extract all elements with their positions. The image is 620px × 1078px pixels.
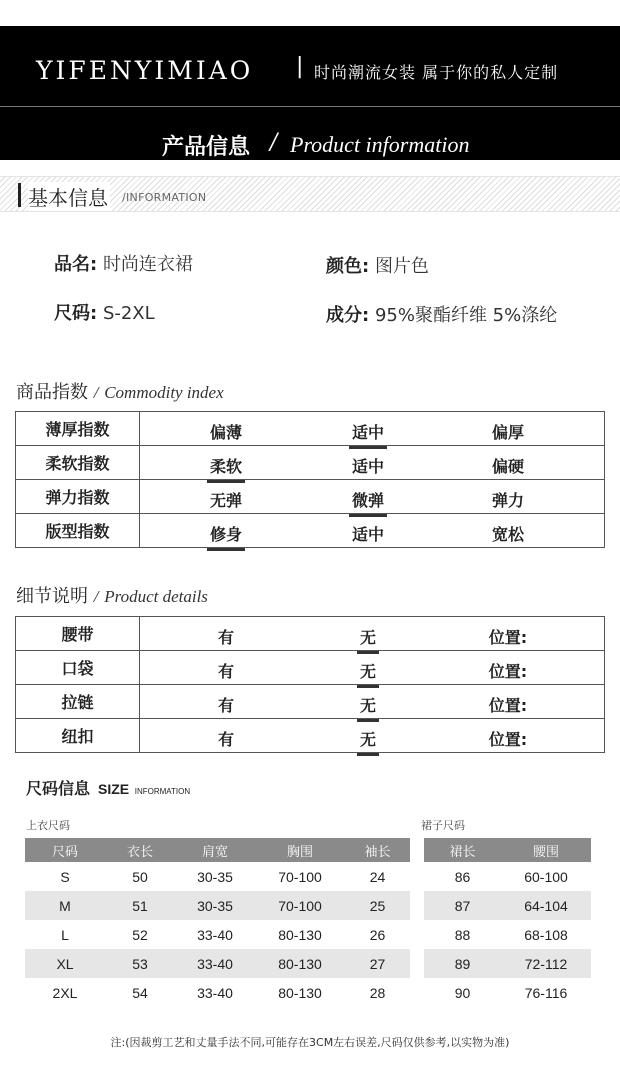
table-cell: 68-108 <box>524 926 568 943</box>
option: 有 <box>217 662 235 681</box>
product-info-separator: / <box>270 130 278 155</box>
table-cell: 25 <box>345 891 410 920</box>
table-cell: 54 <box>132 984 148 1001</box>
size-info-title: 尺码信息 <box>26 779 91 798</box>
row-label: 弹力指数 <box>16 480 140 514</box>
table-cell: 76-116 <box>524 984 568 1001</box>
option: 有 <box>217 730 235 749</box>
table-row <box>424 978 591 1007</box>
color-value: 图片色 <box>374 256 429 277</box>
table-header-row <box>424 838 591 862</box>
row-label: 口袋 <box>16 651 140 685</box>
row-label: 拉链 <box>16 685 140 719</box>
row-options <box>140 719 605 753</box>
table-cell: 33-40 <box>197 926 233 943</box>
column-header: 袖长 <box>345 838 410 862</box>
product-name-value: 时尚连衣裙 <box>102 254 193 275</box>
option: 位置: <box>488 662 528 681</box>
color-row <box>326 252 429 278</box>
table-cell: 28 <box>369 984 386 1001</box>
table-cell: 33-40 <box>197 984 233 1001</box>
option: 有 <box>217 696 235 715</box>
size-range-value: S-2XL <box>102 303 155 324</box>
basic-info-subtitle: /INFORMATION <box>122 191 207 204</box>
table-cell: 60-100 <box>524 868 568 885</box>
table-cell: 51 <box>105 891 175 920</box>
size-range-row <box>54 299 155 325</box>
option: 偏厚 <box>491 423 525 442</box>
table-cell: S <box>60 868 70 885</box>
material-row <box>326 301 557 327</box>
table-cell: 27 <box>345 949 410 978</box>
option: 偏硬 <box>491 457 525 476</box>
table-cell: 70-100 <box>255 891 345 920</box>
table-row <box>16 651 605 685</box>
table-cell: XL <box>25 949 105 978</box>
table-cell: 70-100 <box>278 868 322 885</box>
row-label: 版型指数 <box>16 514 140 548</box>
size-info-en: SIZE <box>98 781 130 797</box>
table-row <box>25 891 410 920</box>
table-cell: 89 <box>424 949 501 978</box>
table-row <box>16 514 605 548</box>
skirt-size-table <box>424 838 591 1007</box>
product-name-row <box>54 250 193 276</box>
option: 宽松 <box>491 525 525 544</box>
table-row <box>16 412 605 446</box>
size-info-en-small: INFORMATION <box>134 787 191 796</box>
column-header: 肩宽 <box>175 838 255 862</box>
column-header: 裙长 <box>424 838 501 862</box>
option: 位置: <box>488 628 528 647</box>
table-cell: 87 <box>424 891 501 920</box>
row-options <box>140 514 605 548</box>
table-row <box>16 719 605 753</box>
option: 弹力 <box>491 491 525 510</box>
commodity-index-table <box>15 411 605 548</box>
product-details-separator: / <box>93 587 99 606</box>
row-label: 纽扣 <box>16 719 140 753</box>
table-cell: 2XL <box>52 984 78 1001</box>
option-selected: 无 <box>360 693 376 716</box>
table-cell: 80-130 <box>278 984 322 1001</box>
product-name-label: 品名: <box>54 254 98 275</box>
commodity-index-subtitle: Commodity index <box>104 383 224 402</box>
option-selected: 无 <box>360 727 376 750</box>
row-options <box>140 651 605 685</box>
option-selected: 修身 <box>210 522 242 545</box>
table-row <box>16 446 605 480</box>
table-cell: 53 <box>105 949 175 978</box>
table-row <box>424 862 591 891</box>
header-banner <box>0 26 620 160</box>
table-row <box>424 920 591 949</box>
header-divider <box>0 106 620 107</box>
row-options <box>140 412 605 446</box>
table-row <box>16 685 605 719</box>
size-info-heading <box>26 776 190 799</box>
table-cell: M <box>25 891 105 920</box>
table-cell: 72-112 <box>501 949 591 978</box>
row-label: 薄厚指数 <box>16 412 140 446</box>
top-size-caption: 上衣尺码 <box>26 819 70 832</box>
table-cell: 50 <box>132 868 148 885</box>
skirt-size-caption: 裙子尺码 <box>421 819 465 832</box>
product-details-table <box>15 616 605 753</box>
brand-name: YIFENYIMIAO <box>36 56 254 85</box>
table-cell: 26 <box>369 926 386 943</box>
header-separator: | <box>296 54 304 79</box>
option-selected: 无 <box>360 625 376 648</box>
material-value: 95%聚酯纤维 5%涤纶 <box>374 305 558 326</box>
table-row <box>16 617 605 651</box>
table-cell: 33-40 <box>175 949 255 978</box>
table-row <box>25 978 410 1007</box>
table-cell: 30-35 <box>175 891 255 920</box>
product-details-title: 细节说明 <box>16 586 88 607</box>
table-cell: 30-35 <box>197 868 233 885</box>
column-header: 尺码 <box>25 838 105 862</box>
table-row <box>16 480 605 514</box>
table-cell: 64-104 <box>501 891 591 920</box>
table-cell: 52 <box>132 926 148 943</box>
basic-info-band <box>0 176 620 212</box>
option: 适中 <box>351 525 385 544</box>
table-row <box>25 862 410 891</box>
basic-info-title: 基本信息 <box>28 182 110 211</box>
product-details-heading <box>16 582 208 608</box>
product-info-title: 产品信息 <box>162 135 251 160</box>
table-cell: 80-130 <box>278 926 322 943</box>
option: 无弹 <box>209 491 243 510</box>
size-note: 注:(因裁剪工艺和丈量手法不同,可能存在3CM左右误差,尺码仅供参考,以实物为准) <box>110 1036 510 1049</box>
size-range-label: 尺码: <box>54 303 98 324</box>
commodity-index-title: 商品指数 <box>16 382 88 403</box>
option-selected: 无 <box>360 659 376 682</box>
option-selected: 微弹 <box>352 488 384 511</box>
column-header: 腰围 <box>501 838 591 862</box>
table-cell: L <box>61 926 69 943</box>
brand-slogan: 时尚潮流女装 属于你的私人定制 <box>314 63 559 82</box>
option: 位置: <box>488 730 528 749</box>
commodity-index-heading <box>16 378 224 404</box>
color-label: 颜色: <box>326 256 370 277</box>
row-label: 腰带 <box>16 617 140 651</box>
table-cell: 90 <box>454 984 471 1001</box>
material-label: 成分: <box>326 305 370 326</box>
option: 适中 <box>351 457 385 476</box>
row-options <box>140 617 605 651</box>
product-details-subtitle: Product details <box>104 587 208 606</box>
table-header-row <box>25 838 410 862</box>
product-info-subtitle: Product information <box>290 132 470 157</box>
table-cell: 80-130 <box>255 949 345 978</box>
option: 有 <box>217 628 235 647</box>
column-header: 衣长 <box>105 838 175 862</box>
column-header: 胸围 <box>255 838 345 862</box>
table-cell: 88 <box>454 926 471 943</box>
commodity-index-separator: / <box>93 383 99 402</box>
table-row <box>424 891 591 920</box>
top-size-table <box>25 838 410 1007</box>
option-selected: 适中 <box>352 420 384 443</box>
row-options <box>140 446 605 480</box>
row-options <box>140 685 605 719</box>
table-cell: 86 <box>454 868 471 885</box>
option: 位置: <box>488 696 528 715</box>
table-row <box>424 949 591 978</box>
table-row <box>25 920 410 949</box>
option-selected: 柔软 <box>210 454 242 477</box>
row-label: 柔软指数 <box>16 446 140 480</box>
row-options <box>140 480 605 514</box>
table-cell: 24 <box>369 868 386 885</box>
section-bar-icon <box>18 183 21 207</box>
table-row <box>25 949 410 978</box>
option: 偏薄 <box>209 423 243 442</box>
